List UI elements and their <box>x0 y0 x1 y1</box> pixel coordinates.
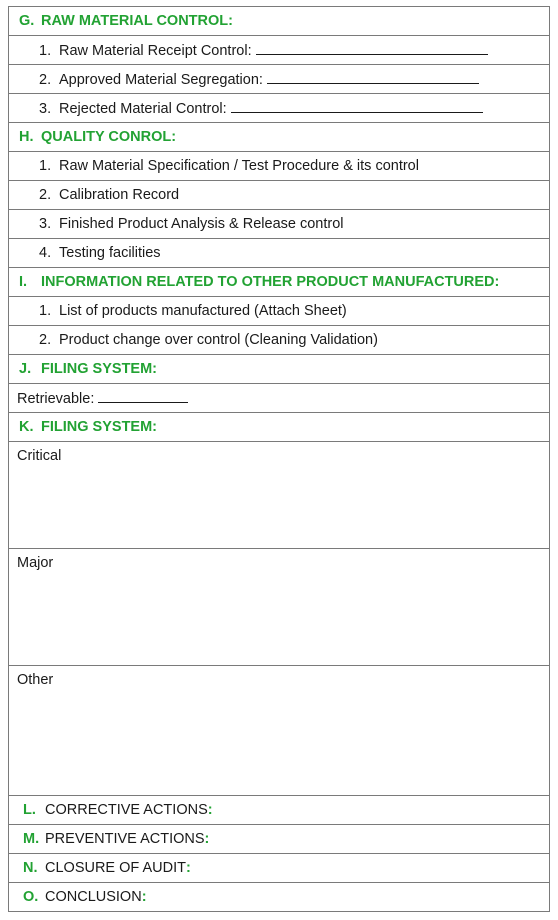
section-title: FILING SYSTEM: <box>41 361 157 377</box>
section-label: PREVENTIVE ACTIONS <box>45 831 205 847</box>
section-g-item-3 <box>9 94 550 123</box>
section-label: CORRECTIVE ACTIONS <box>45 802 208 818</box>
item-number: 1. <box>39 43 52 59</box>
section-k-header <box>9 413 550 442</box>
section-letter: L. <box>23 802 36 818</box>
section-m-row <box>9 825 550 854</box>
section-i-item-1 <box>9 297 550 326</box>
item-label: Product change over control (Cleaning Validation) <box>59 332 378 348</box>
retrievable-label: Retrievable: <box>17 391 95 407</box>
retrievable-row <box>9 384 550 413</box>
retrievable-blank[interactable] <box>98 389 188 403</box>
section-letter: N. <box>23 860 38 876</box>
section-letter: H. <box>19 129 34 145</box>
audit-checklist-form <box>8 6 550 912</box>
section-g-item-1 <box>9 36 550 65</box>
critical-label: Critical <box>17 448 62 464</box>
critical-box[interactable] <box>9 442 550 549</box>
item-label: Rejected Material Control: <box>59 101 227 117</box>
item-label: Approved Material Segregation: <box>59 72 263 88</box>
section-colon: : <box>204 831 210 847</box>
section-o-row <box>9 883 550 912</box>
section-letter: K. <box>19 419 34 435</box>
section-h-item-4 <box>9 239 550 268</box>
section-letter: I. <box>19 274 28 290</box>
checklist-table <box>8 6 550 912</box>
section-colon: : <box>141 889 147 905</box>
item-label: List of products manufactured (Attach Sheet) <box>59 303 347 319</box>
section-label: CONCLUSION <box>45 889 142 905</box>
section-g-item-2 <box>9 65 550 94</box>
section-title: FILING SYSTEM: <box>41 419 157 435</box>
item-number: 2. <box>39 72 52 88</box>
item-number: 1. <box>39 158 52 174</box>
item-label: Testing facilities <box>59 245 161 261</box>
item-label: Raw Material Receipt Control: <box>59 43 252 59</box>
section-n-row <box>9 854 550 883</box>
section-title: QUALITY CONROL: <box>41 129 177 145</box>
section-i-header <box>9 268 550 297</box>
fill-in-blank[interactable] <box>231 99 483 113</box>
major-box[interactable] <box>9 549 550 666</box>
section-h-item-1 <box>9 152 550 181</box>
section-j-header <box>9 355 550 384</box>
section-title: RAW MATERIAL CONTROL: <box>41 13 233 29</box>
item-label: Finished Product Analysis & Release control <box>59 216 344 232</box>
section-g-cell <box>9 7 550 36</box>
other-box[interactable] <box>9 666 550 796</box>
item-number: 4. <box>39 245 52 261</box>
section-label: CLOSURE OF AUDIT <box>45 860 186 876</box>
section-letter: M. <box>23 831 40 847</box>
item-number: 3. <box>39 216 52 232</box>
section-colon: : <box>186 860 191 876</box>
section-h-item-2 <box>9 181 550 210</box>
section-letter: O. <box>23 889 39 905</box>
section-h-item-3 <box>9 210 550 239</box>
item-label: Calibration Record <box>59 187 180 203</box>
fill-in-blank[interactable] <box>267 70 479 84</box>
section-g-header <box>9 7 550 36</box>
item-number: 2. <box>39 187 52 203</box>
item-number: 3. <box>39 101 52 117</box>
fill-in-blank[interactable] <box>256 41 488 55</box>
section-i-item-2 <box>9 326 550 355</box>
major-label: Major <box>17 555 54 571</box>
section-colon: : <box>207 802 213 818</box>
section-letter: J. <box>19 361 32 377</box>
section-l-row <box>9 796 550 825</box>
item-number: 1. <box>39 303 52 319</box>
other-label: Other <box>17 672 54 688</box>
item-label: Raw Material Specification / Test Procedure & its control <box>59 158 419 174</box>
section-h-header <box>9 123 550 152</box>
section-letter: G. <box>19 13 35 29</box>
section-title: INFORMATION RELATED TO OTHER PRODUCT MANUFACTURED: <box>41 274 500 290</box>
item-number: 2. <box>39 332 52 348</box>
